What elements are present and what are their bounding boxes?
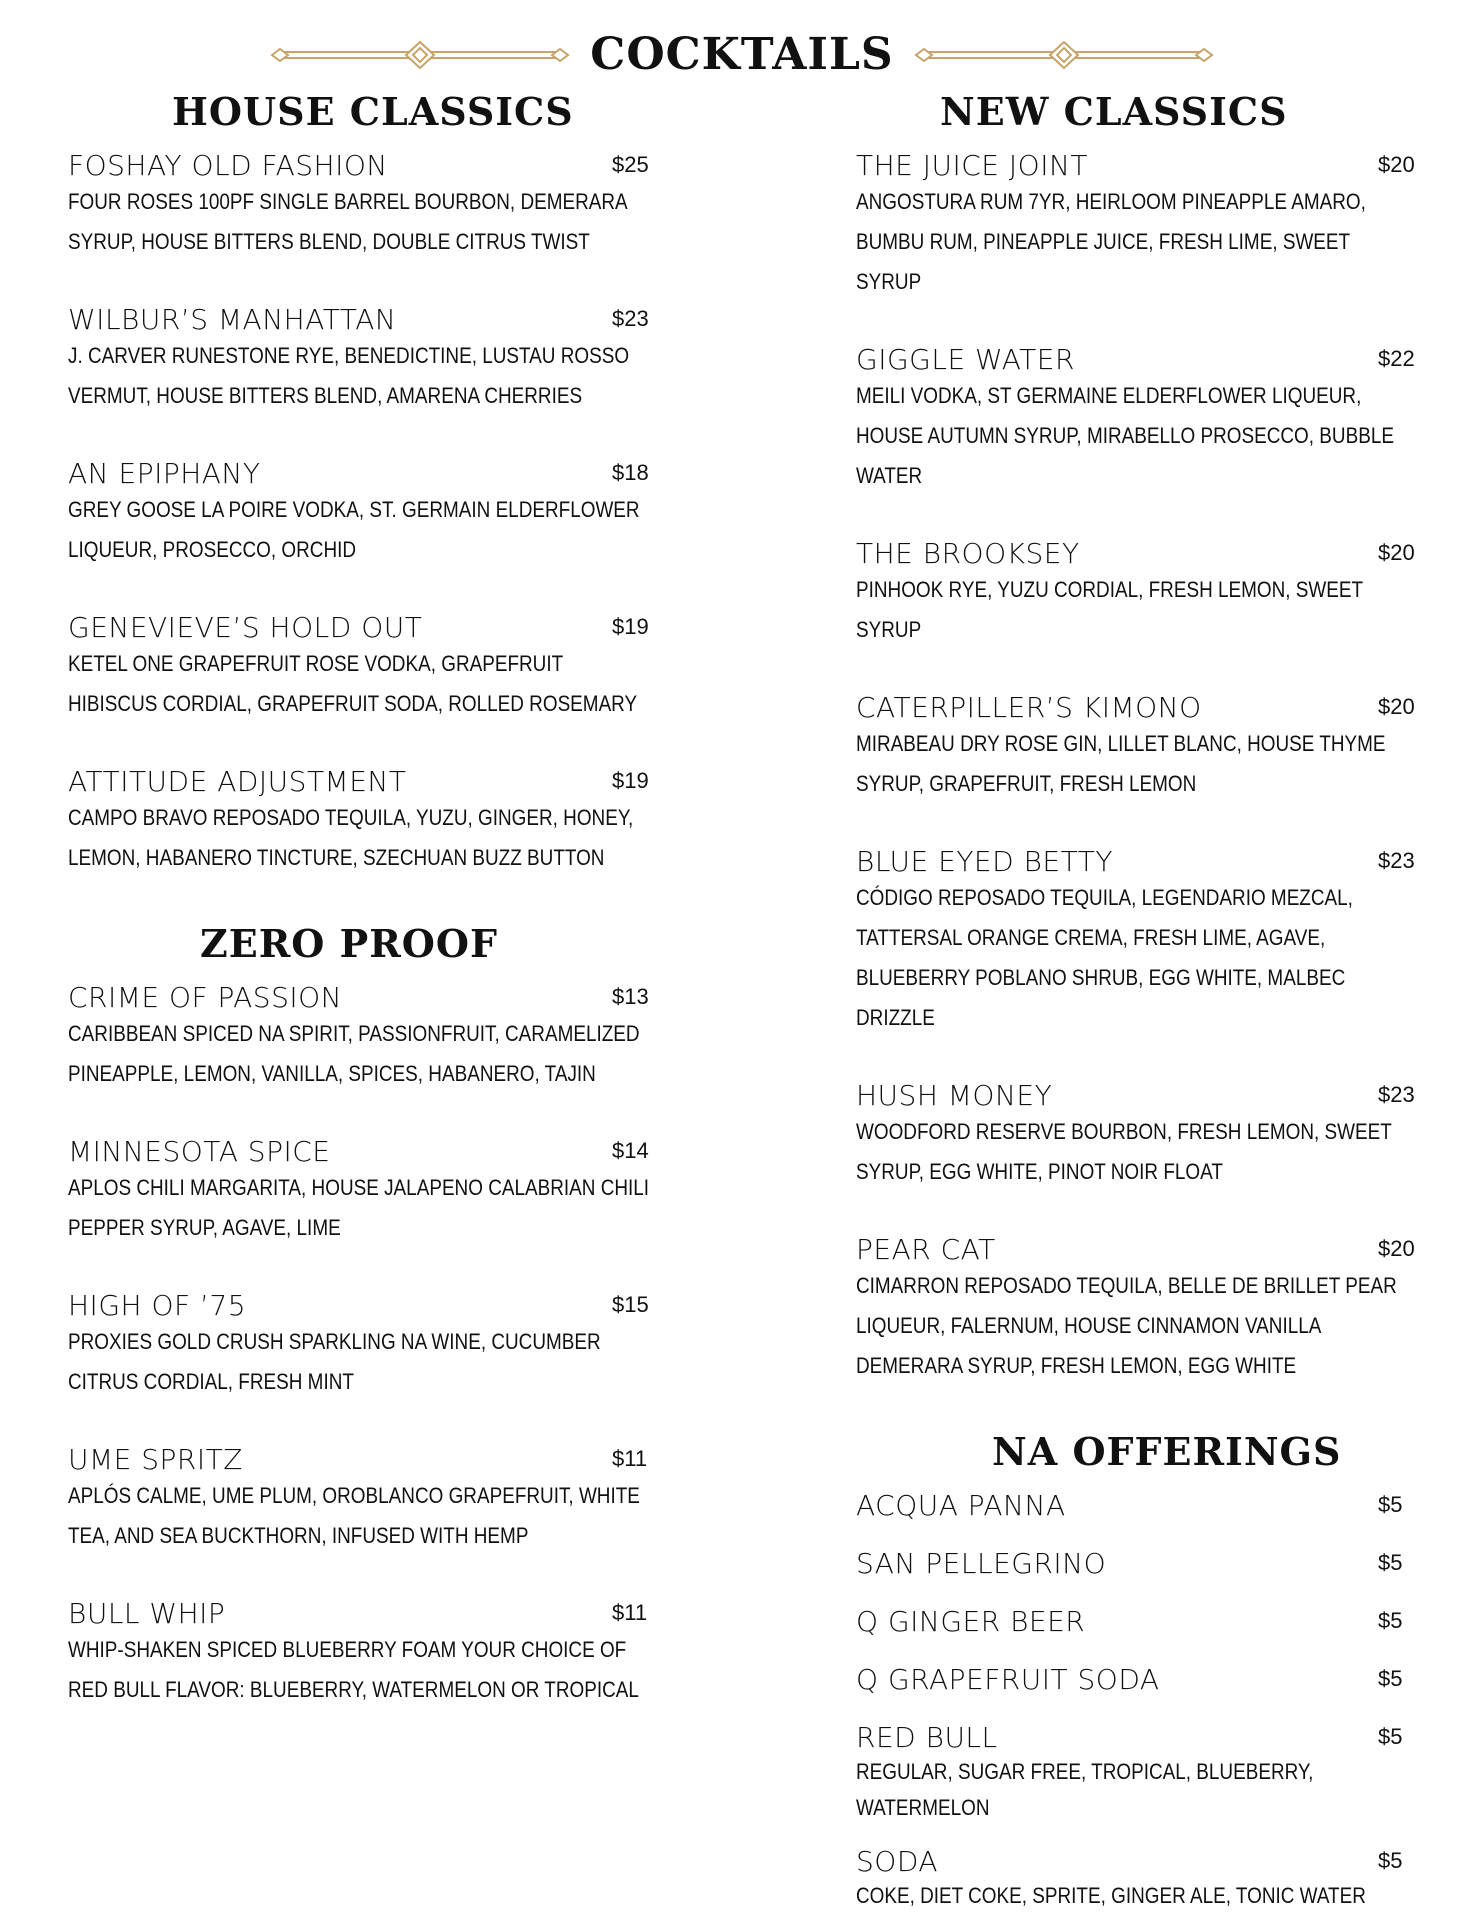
item-name: Q GRAPEFRUIT SODA <box>856 1663 1160 1696</box>
item-name: HUSH MONEY <box>856 1079 1053 1112</box>
art-deco-divider-icon <box>908 40 1220 70</box>
menu-item <box>856 1722 1416 1846</box>
item-price: $5 <box>1378 1724 1403 1749</box>
item-description: CAMPO BRAVO REPOSADO TEQUILA, YUZU, GINGER, HONEY, LEMON, HABANERO TINCTURE, SZECHUAN BUZZ BUTTON <box>68 805 634 870</box>
item-description: APLÓS CALME, UME PLUM, OROBLANCO GRAPEFRUIT, WHITE TEA, AND SEA BUCKTHORN, INFUSED WITH HEMP <box>68 1483 640 1548</box>
item-description: PINHOOK RYE, YUZU CORDIAL, FRESH LEMON, SWEET SYRUP <box>856 577 1363 642</box>
menu-item <box>68 304 658 416</box>
item-price: $22 <box>1378 346 1415 371</box>
item-name: CATERPILLER’S KIMONO <box>856 691 1202 724</box>
item-price: $19 <box>612 768 649 793</box>
item-name: FOSHAY OLD FASHION <box>68 149 388 182</box>
item-name: BULL WHIP <box>68 1597 226 1630</box>
menu-item <box>856 692 1416 804</box>
menu-item <box>68 150 658 262</box>
menu-item <box>856 1845 1416 1908</box>
menu-title: COCKTAILS <box>590 29 894 80</box>
menu-item <box>856 1548 1416 1606</box>
item-name: BLUE EYED BETTY <box>856 845 1113 878</box>
item-price: $5 <box>1378 1550 1403 1575</box>
item-price: $13 <box>612 984 649 1009</box>
menu-item <box>68 766 658 878</box>
item-description: J. CARVER RUNESTONE RYE, BENEDICTINE, LUSTAU ROSSO VERMUT, HOUSE BITTERS BLEND, AMARENA CHERRIES <box>68 343 630 408</box>
item-price: $19 <box>612 614 649 639</box>
item-description: MEILI VODKA, ST GERMAINE ELDERFLOWER LIQUEUR, HOUSE AUTUMN SYRUP, MIRABELLO PROSECCO, BUBBLE WATER <box>856 383 1394 488</box>
item-description: CIMARRON REPOSADO TEQUILA, BELLE DE BRILLET PEAR LIQUEUR, FALERNUM, HOUSE CINNAMON VANILLA DEMERARA SYRUP, FRESH LEMON, EGG WHITE <box>856 1273 1397 1378</box>
item-name: GIGGLE WATER <box>856 343 1075 376</box>
menu-item <box>856 538 1416 650</box>
item-description: GREY GOOSE LA POIRE VODKA, ST. GERMAIN ELDERFLOWER LIQUEUR, PROSECCO, ORCHID <box>68 497 640 562</box>
item-price: $23 <box>1378 1082 1415 1107</box>
item-description: KETEL ONE GRAPEFRUIT ROSE VODKA, GRAPEFRUIT HIBISCUS CORDIAL, GRAPEFRUIT SODA, ROLLED ROSEMARY <box>68 651 638 716</box>
item-description: COKE, DIET COKE, SPRITE, GINGER ALE, TONIC WATER <box>856 1883 1366 1908</box>
item-name: SAN PELLEGRINO <box>856 1547 1107 1580</box>
item-description: APLOS CHILI MARGARITA, HOUSE JALAPENO CALABRIAN CHILI PEPPER SYRUP, AGAVE, LIME <box>68 1175 650 1240</box>
menu-item <box>856 344 1416 496</box>
menu-item <box>856 1606 1416 1664</box>
item-name: UME SPRITZ <box>68 1443 243 1476</box>
item-name: AN EPIPHANY <box>68 457 261 490</box>
item-description: CARIBBEAN SPICED NA SPIRIT, PASSIONFRUIT, CARAMELIZED PINEAPPLE, LEMON, VANILLA, SPICES, HABANERO, TAJIN <box>68 1021 640 1086</box>
item-name: WILBUR’S MANHATTAN <box>68 303 397 336</box>
menu-item <box>856 1234 1416 1386</box>
section-title-zero-proof: ZERO PROOF <box>200 921 498 966</box>
item-name: SODA <box>856 1845 939 1878</box>
menu-item <box>856 1664 1416 1722</box>
item-price: $20 <box>1378 1236 1415 1261</box>
menu-item <box>856 1080 1416 1192</box>
item-price: $25 <box>612 152 649 177</box>
item-name: HIGH OF ’75 <box>68 1289 247 1322</box>
item-price: $18 <box>612 460 649 485</box>
item-price: $11 <box>612 1600 648 1625</box>
item-name: PEAR CAT <box>856 1233 996 1266</box>
item-price: $15 <box>612 1292 649 1317</box>
item-name: ATTITUDE ADJUSTMENT <box>68 765 407 798</box>
item-price: $11 <box>612 1446 648 1471</box>
item-name: ACQUA PANNA <box>856 1489 1066 1522</box>
item-price: $20 <box>1378 152 1415 177</box>
item-name: MINNESOTA SPICE <box>68 1135 331 1168</box>
item-name: RED BULL <box>856 1721 998 1754</box>
item-description: MIRABEAU DRY ROSE GIN, LILLET BLANC, HOUSE THYME SYRUP, GRAPEFRUIT, FRESH LEMON <box>856 731 1386 796</box>
item-price: $5 <box>1378 1666 1403 1691</box>
item-description: REGULAR, SUGAR FREE, TROPICAL, BLUEBERRY, WATERMELON <box>856 1759 1314 1820</box>
item-price: $5 <box>1378 1848 1403 1873</box>
menu-item <box>856 846 1416 1038</box>
item-name: THE BROOKSEY <box>856 537 1080 570</box>
art-deco-divider-icon <box>264 40 576 70</box>
item-description: CÓDIGO REPOSADO TEQUILA, LEGENDARIO MEZCAL, TATTERSAL ORANGE CREMA, FRESH LIME, AGAVE, BLUEBERRY POBLANO SHRUB, EGG WHITE, MALBEC DRIZZLE <box>856 885 1353 1030</box>
menu-item <box>68 1290 658 1402</box>
item-price: $23 <box>1378 848 1415 873</box>
item-price: $5 <box>1378 1492 1403 1517</box>
menu-item <box>856 150 1416 302</box>
item-name: THE JUICE JOINT <box>856 149 1089 182</box>
section-title-new-classics: NEW CLASSICS <box>940 89 1288 134</box>
right-column <box>856 88 1416 1908</box>
section-title-house-classics: HOUSE CLASSICS <box>172 89 574 134</box>
item-description: WOODFORD RESERVE BOURBON, FRESH LEMON, SWEET SYRUP, EGG WHITE, PINOT NOIR FLOAT <box>856 1119 1392 1184</box>
item-name: Q GINGER BEER <box>856 1605 1086 1638</box>
item-price: $23 <box>612 306 649 331</box>
item-price: $20 <box>1378 694 1415 719</box>
item-description: ANGOSTURA RUM 7YR, HEIRLOOM PINEAPPLE AMARO, BUMBU RUM, PINEAPPLE JUICE, FRESH LIME, SWEET SYRUP <box>856 189 1366 294</box>
menu-item <box>68 1136 658 1248</box>
item-description: FOUR ROSES 100PF SINGLE BARREL BOURBON, DEMERARA SYRUP, HOUSE BITTERS BLEND, DOUBLE CITRUS TWIST <box>68 189 627 254</box>
item-description: PROXIES GOLD CRUSH SPARKLING NA WINE, CUCUMBER CITRUS CORDIAL, FRESH MINT <box>68 1329 601 1394</box>
menu-item <box>856 1490 1416 1548</box>
section-title-na-offerings: NA OFFERINGS <box>992 1429 1342 1474</box>
item-name: GENEVIEVE’S HOLD OUT <box>68 611 423 644</box>
item-description: WHIP-SHAKEN SPICED BLUEBERRY FOAM YOUR CHOICE OF RED BULL FLAVOR: BLUEBERRY, WATERMELON OR TROPICAL <box>68 1637 639 1702</box>
item-name: CRIME OF PASSION <box>68 981 343 1014</box>
menu-item <box>68 1598 658 1710</box>
left-column <box>68 88 658 1752</box>
menu-item <box>68 458 658 570</box>
item-price: $20 <box>1378 540 1415 565</box>
menu-header <box>0 30 1484 80</box>
item-price: $14 <box>612 1138 649 1163</box>
menu-item <box>68 982 658 1094</box>
menu-item <box>68 612 658 724</box>
menu-item <box>68 1444 658 1556</box>
item-price: $5 <box>1378 1608 1403 1633</box>
